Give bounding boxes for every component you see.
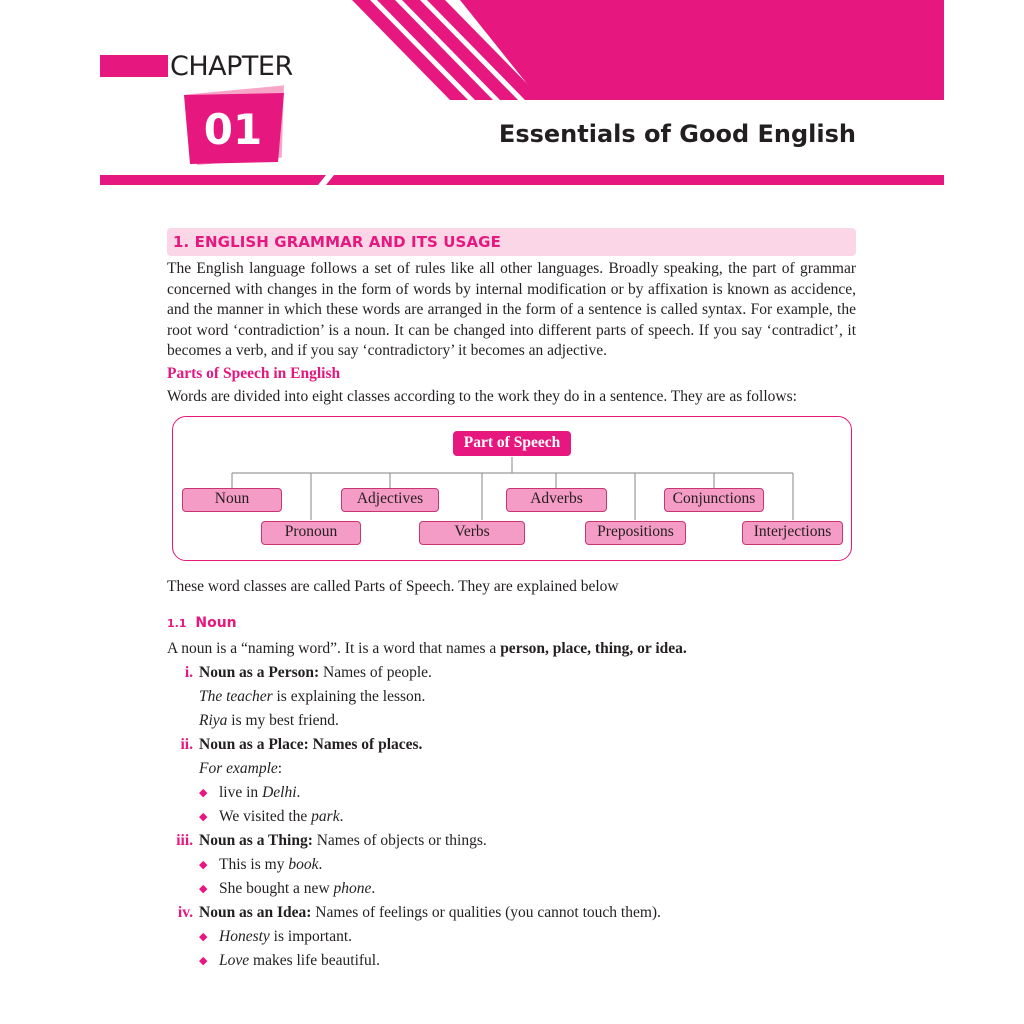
bullet-italic: phone xyxy=(333,880,372,897)
bullet-item xyxy=(199,951,856,972)
list-numeral: ii. xyxy=(180,736,193,753)
diamond-bullet-icon: ◆ xyxy=(199,955,208,967)
bullet-item xyxy=(199,927,856,948)
item-description: Names of objects or things. xyxy=(312,832,487,849)
diagram-node-prepositions: Prepositions xyxy=(585,521,686,545)
item-description: Names of people. xyxy=(319,664,432,681)
example-label: For example xyxy=(199,760,278,777)
page-content xyxy=(167,228,856,975)
bullet-text: . xyxy=(339,808,344,825)
diagram-node-conjunctions: Conjunctions xyxy=(664,488,764,512)
bullet-italic: Delhi xyxy=(262,784,297,801)
section-heading: 1. ENGLISH GRAMMAR AND ITS USAGE xyxy=(167,228,856,256)
example-line xyxy=(199,687,856,708)
bullet-item xyxy=(199,855,856,876)
noun-definition-text: A noun is a “naming word”. It is a word that names a xyxy=(167,639,501,657)
bullet-item xyxy=(199,783,856,804)
bullet-text: makes life beautiful. xyxy=(249,952,380,969)
diagram-node-interjections: Interjections xyxy=(742,521,843,545)
list-numeral: iii. xyxy=(176,832,193,849)
diagram-node-adverbs: Adverbs xyxy=(506,488,607,512)
diamond-bullet-icon: ◆ xyxy=(199,811,208,823)
example-colon: : xyxy=(277,760,283,777)
noun-definition xyxy=(167,639,856,660)
diagram-node-adjectives: Adjectives xyxy=(341,488,439,512)
bullet-item xyxy=(199,807,856,828)
item-label: Noun as an Idea: xyxy=(199,904,312,921)
list-numeral: iv. xyxy=(177,904,193,921)
bullet-text: . xyxy=(318,856,323,873)
diamond-bullet-icon: ◆ xyxy=(199,859,208,871)
bullet-text: live in xyxy=(219,784,263,801)
item-label: Noun as a Thing: xyxy=(199,832,313,849)
list-item-noun-place xyxy=(167,735,856,756)
diagram-node-noun: Noun xyxy=(182,488,282,512)
diamond-bullet-icon: ◆ xyxy=(199,883,208,895)
chapter-title: Essentials of Good English xyxy=(498,120,856,148)
bullet-text: . xyxy=(296,784,301,801)
list-item-noun-thing xyxy=(167,831,856,852)
noun-section-number: 1.1 xyxy=(167,617,187,630)
example-italic: The teacher xyxy=(199,688,273,705)
noun-section-title: Noun xyxy=(195,615,237,631)
list-item-noun-person xyxy=(167,663,856,684)
parts-of-speech-subheading: Parts of Speech in English xyxy=(167,364,341,382)
diagram-node-pronoun: Pronoun xyxy=(261,521,361,545)
example-text: is my best friend. xyxy=(227,712,339,729)
noun-heading xyxy=(167,613,856,635)
bullet-text: We visited the xyxy=(219,808,312,825)
chapter-label: CHAPTER xyxy=(170,51,293,82)
chapter-number: 01 xyxy=(203,104,263,154)
bullet-text: She bought a new xyxy=(219,880,334,897)
diagram-node-verbs: Verbs xyxy=(419,521,525,545)
chapter-header-banner xyxy=(0,0,1024,200)
diagram-root-part-of-speech: Part of Speech xyxy=(453,431,571,456)
item-label: Noun as a Place: Names of places. xyxy=(199,736,423,753)
example-italic: Riya xyxy=(199,712,228,729)
example-label-line xyxy=(199,759,856,780)
intro-paragraph: The English language follows a set of rules like all other languages. Broadly speaking, the part of grammar concerned with changes in the form of words by internal modification or by affixation is known as accidence, and the manner in which these words are arranged in the form of a sentence is called syntax. For example, the root word ‘contradiction’ is a noun. It can be changed into different parts of speech. If you say ‘contradict’, it becomes a verb, and if you say ‘contradictory’ it becomes an adjective. xyxy=(167,260,856,359)
after-diagram-text: These word classes are called Parts of Speech. They are explained below xyxy=(167,577,619,595)
bullet-text: is important. xyxy=(269,928,353,945)
diamond-bullet-icon: ◆ xyxy=(199,787,208,799)
diamond-bullet-icon: ◆ xyxy=(199,931,208,943)
list-item-noun-idea xyxy=(167,903,856,924)
example-text: is explaining the lesson. xyxy=(272,688,426,705)
bullet-text: This is my xyxy=(219,856,289,873)
bullet-italic: park xyxy=(311,808,340,825)
example-line xyxy=(199,711,856,732)
bullet-italic: book xyxy=(288,856,319,873)
item-description: Names of feelings or qualities (you cannot touch them). xyxy=(311,904,661,921)
noun-definition-bold: person, place, thing, or idea. xyxy=(500,639,687,657)
bullet-italic: Love xyxy=(219,952,250,969)
parts-of-speech-diagram xyxy=(172,416,852,561)
bullet-italic: Honesty xyxy=(219,928,270,945)
item-label: Noun as a Person: xyxy=(199,664,320,681)
bullet-item xyxy=(199,879,856,900)
list-numeral: i. xyxy=(184,664,193,681)
word-classes-intro: Words are divided into eight classes according to the work they do in a sentence. They are as follows: xyxy=(167,388,797,405)
bullet-text: . xyxy=(371,880,376,897)
